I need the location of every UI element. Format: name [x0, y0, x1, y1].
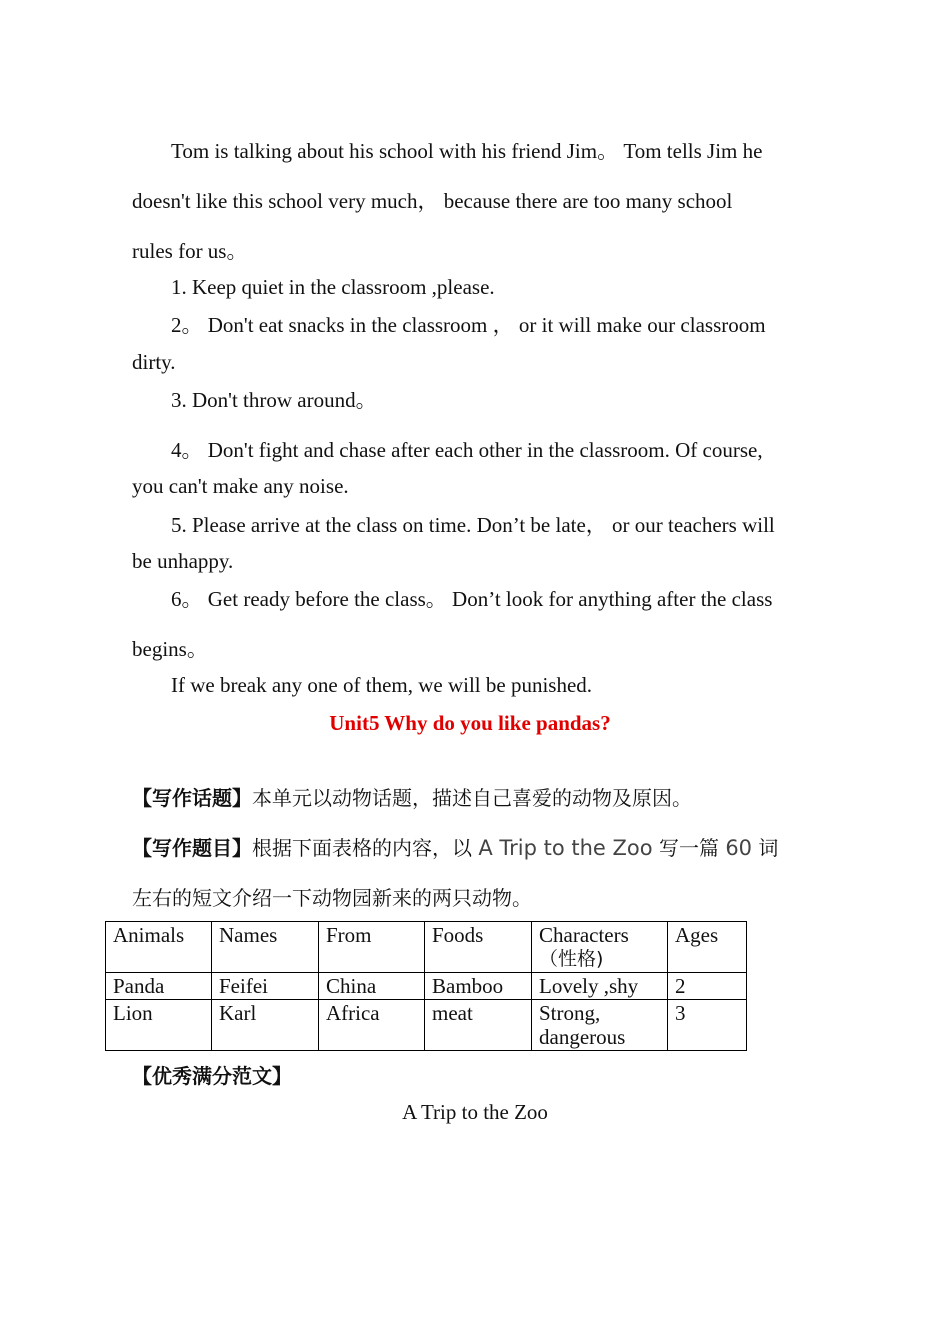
passage-line: doesn't like this school very much， because there are too many school [132, 189, 733, 213]
table-cell: Bamboo [425, 973, 532, 1000]
task-essay-title: A Trip to the Zoo [478, 836, 653, 860]
task-word-count: 60 [725, 836, 753, 860]
rule-item-continued: dirty. [132, 350, 176, 374]
header-cell [532, 922, 668, 973]
table-cell: Africa [319, 1000, 425, 1051]
passage-line: Tom is talking about his school with his friend Jim。 Tom tells Jim he [171, 139, 763, 163]
table-cell: Lovely ,shy [532, 973, 668, 1000]
header-cell: Names [212, 922, 319, 973]
essay-title: A Trip to the Zoo [402, 1100, 548, 1124]
writing-task [132, 836, 778, 860]
table-cell: Feifei [212, 973, 319, 1000]
writing-topic [132, 786, 692, 810]
table-cell: China [319, 973, 425, 1000]
rule-item-continued: you can't make any noise. [132, 474, 349, 498]
table-cell: 2 [668, 973, 747, 1000]
header-cell-subtext: （性格) [539, 948, 604, 970]
task-text: 写一篇 [658, 836, 719, 860]
rule-item: 3. Don't throw around。 [171, 388, 377, 412]
topic-text: 本单元以动物话题，描述自己喜爱的动物及原因。 [252, 786, 692, 810]
table-row [106, 1000, 747, 1051]
passage-line: rules for us。 [132, 239, 248, 263]
table-cell: Karl [212, 1000, 319, 1051]
rule-item: 5. Please arrive at the class on time. Don’t be late， or our teachers will [171, 513, 775, 537]
table-row [106, 973, 747, 1000]
table-cell: Lion [106, 1000, 212, 1051]
rule-item: 4。 Don't fight and chase after each other in the classroom. Of course, [171, 438, 763, 462]
task-text: 词 [758, 836, 779, 860]
table-cell: Panda [106, 973, 212, 1000]
table-cell-text: Strong, [539, 1001, 601, 1025]
rule-item: 1. Keep quiet in the classroom ,please. [171, 275, 495, 299]
task-text: 根据下面表格的内容，以 [252, 836, 472, 860]
table-header-row [106, 922, 747, 973]
table-cell: meat [425, 1000, 532, 1051]
rule-item-continued: begins。 [132, 637, 208, 661]
header-cell-text: Characters [539, 923, 629, 947]
header-cell: Ages [668, 922, 747, 973]
header-cell: Animals [106, 922, 212, 973]
rule-item: 6。 Get ready before the class。 Don’t look for anything after the class [171, 587, 773, 611]
task-label: 【写作题目】 [132, 836, 252, 860]
table-cell-text: dangerous [539, 1025, 626, 1049]
passage-closing: If we break any one of them, we will be punished. [171, 673, 593, 697]
topic-label: 【写作话题】 [132, 786, 252, 810]
unit-title: Unit5 Why do you like pandas? [329, 711, 611, 735]
table-cell: 3 [668, 1000, 747, 1051]
animal-table [105, 921, 747, 1051]
rule-item: 2。 Don't eat snacks in the classroom ， or it will make our classroom [171, 313, 766, 337]
rule-item-continued: be unhappy. [132, 549, 234, 573]
model-essay-label: 【优秀满分范文】 [132, 1064, 292, 1088]
header-cell: From [319, 922, 425, 973]
header-cell: Foods [425, 922, 532, 973]
writing-task-line2: 左右的短文介绍一下动物园新来的两只动物。 [132, 886, 532, 910]
table-cell [532, 1000, 668, 1051]
